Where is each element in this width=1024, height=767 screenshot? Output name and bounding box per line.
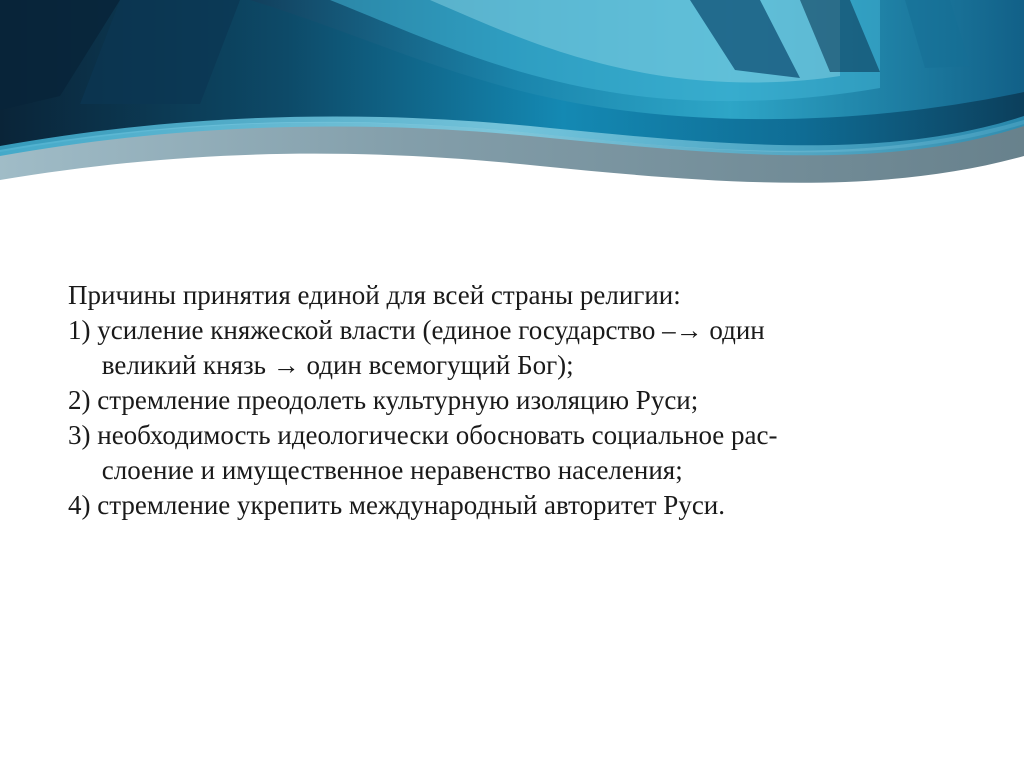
decorative-wave-banner xyxy=(0,0,1024,190)
list-item-4: 4) стремление укрепить международный авторитет Руси. xyxy=(68,490,726,520)
body-heading: Причины принятия единой для всей страны религии: xyxy=(68,280,681,310)
list-item-1-line-2: великий князь → один всемогущий Бог); xyxy=(68,350,574,380)
list-item-3-line-1: 3) необходимость идеологически обосновать социальное рас- xyxy=(68,420,778,450)
list-item-1-line-1: 1) усиление княжеской власти (единое государство –→ один xyxy=(68,315,765,345)
wave-graphic xyxy=(0,0,1024,190)
list-item-2: 2) стремление преодолеть культурную изоляцию Руси; xyxy=(68,385,699,415)
slide-body-text xyxy=(68,278,968,523)
list-item-3-line-2: слоение и имущественное неравенство населения; xyxy=(68,455,683,485)
